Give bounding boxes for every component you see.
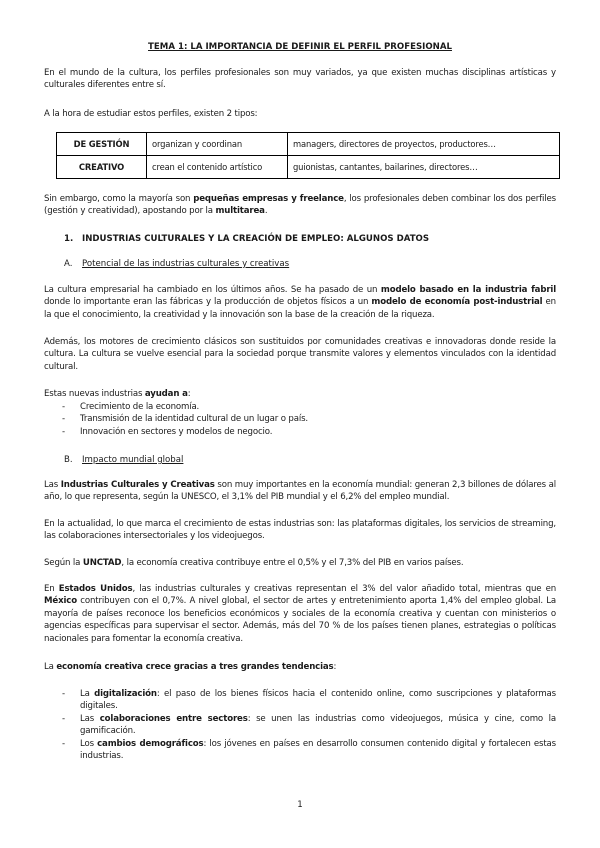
type-cell: DE GESTIÓN (57, 133, 147, 156)
section-heading: 1. INDUSTRIAS CULTURALES Y LA CREACIÓN DE EMPLEO: ALGUNOS DATOS (64, 234, 430, 244)
subsection-a-heading: A. Potencial de las industrias culturales y creativas (64, 259, 290, 269)
table-row (57, 133, 560, 156)
profiles-table (56, 132, 560, 179)
intro-paragraph: En el mundo de la cultura, los perfiles profesionales son muy variados, ya que existen muchas disciplinas artísticas y culturales diferentes entre sí. (44, 68, 556, 91)
actualidad-paragraph: En la actualidad, lo que marca el crecimiento de estas industrias son: las plataformas digitales, los servicios de streaming, las colaboraciones intersectoriales y los videojuegos. (44, 519, 556, 542)
tendencias-list (44, 688, 556, 762)
list-item: - Los cambios demográficos: los jóvenes en países en desarrollo consumen contenido digital y fortalecen estas industrias. (44, 738, 556, 763)
tendencias-intro: La economía creativa crece gracias a tres grandes tendencias: (44, 662, 337, 672)
list-item: - Innovación en sectores y modelos de negocio. (44, 426, 556, 438)
table-row (57, 156, 560, 179)
list-item: - La digitalización: el paso de los bienes físicos hacia el contenido online, como suscripciones y plataformas digitales. (44, 688, 556, 713)
combine-paragraph: Sin embargo, como la mayoría son pequeñas empresas y freelance, los profesionales deben combinar los dos perfiles (gestión y creatividad), apostando por la multitarea. (44, 194, 556, 217)
desc-cell: organizan y coordinan (147, 133, 288, 156)
list-item: - Las colaboraciones entre sectores: se unen las industrias como videojuegos, música y cine, como la gamificación. (44, 713, 556, 738)
examples-cell: guionistas, cantantes, bailarines, directores… (288, 156, 560, 179)
ayudan-list (44, 401, 556, 438)
list-item: - Transmisión de la identidad cultural de un lugar o país. (44, 413, 556, 425)
page-title: TEMA 1: LA IMPORTANCIA DE DEFINIR EL PERFIL PROFESIONAL (148, 42, 452, 52)
unctad-paragraph: Según la UNCTAD, la economía creativa contribuye entre el 0,5% y el 7,3% del PIB en varios países. (44, 558, 464, 568)
motores-paragraph: Además, los motores de crecimiento clásicos son sustituidos por comunidades creativas e innovadoras donde reside la cultura. La cultura se vuelve esencial para la sociedad porque transmite valores y elementos vinculados con la identidad cultural. (44, 337, 556, 372)
desc-cell: crean el contenido artístico (147, 156, 288, 179)
page-number: 1 (297, 800, 303, 810)
types-intro: A la hora de estudiar estos perfiles, existen 2 tipos: (44, 109, 258, 119)
cambio-paragraph: La cultura empresarial ha cambiado en los últimos años. Se ha pasado de un modelo basado en la industria fabril donde lo importante eran las fábricas y la producción de objetos físicos a un modelo de economía post-industrial en la que el conocimiento, la creatividad y la innovación son la base de la creación de la riqueza. (44, 285, 557, 320)
type-cell: CREATIVO (57, 156, 147, 179)
examples-cell: managers, directores de proyectos, productores… (288, 133, 560, 156)
ayudan-intro: Estas nuevas industrias ayudan a: (44, 389, 191, 399)
list-item: - Crecimiento de la economía. (44, 401, 556, 413)
icc-paragraph: Las Industrias Culturales y Creativas son muy importantes en la economía mundial: generan 2,3 billones de dólares al año, lo que representa, según la UNESCO, el 3,1% del PIB mundial y el 6,2% del empleo mundial. (44, 480, 556, 503)
subsection-b-heading: B. Impacto mundial global (64, 455, 184, 465)
eeuu-paragraph: En Estados Unidos, las industrias culturales y creativas representan el 3% del valor añadido total, mientras que en México contribuyen con el 0,7%. A nivel global, el sector de artes y entretenimiento aporta 1,4% del empleo global. La mayoría de países reconoce los beneficios económicos y sociales de la economía creativa y cuentan con ministerios o agencias específicas para supervisar el sector. Además, más del 70 % de los países tienen planes, estrategias o políticas nacionales para fomentar la economía creativa. (44, 584, 556, 644)
